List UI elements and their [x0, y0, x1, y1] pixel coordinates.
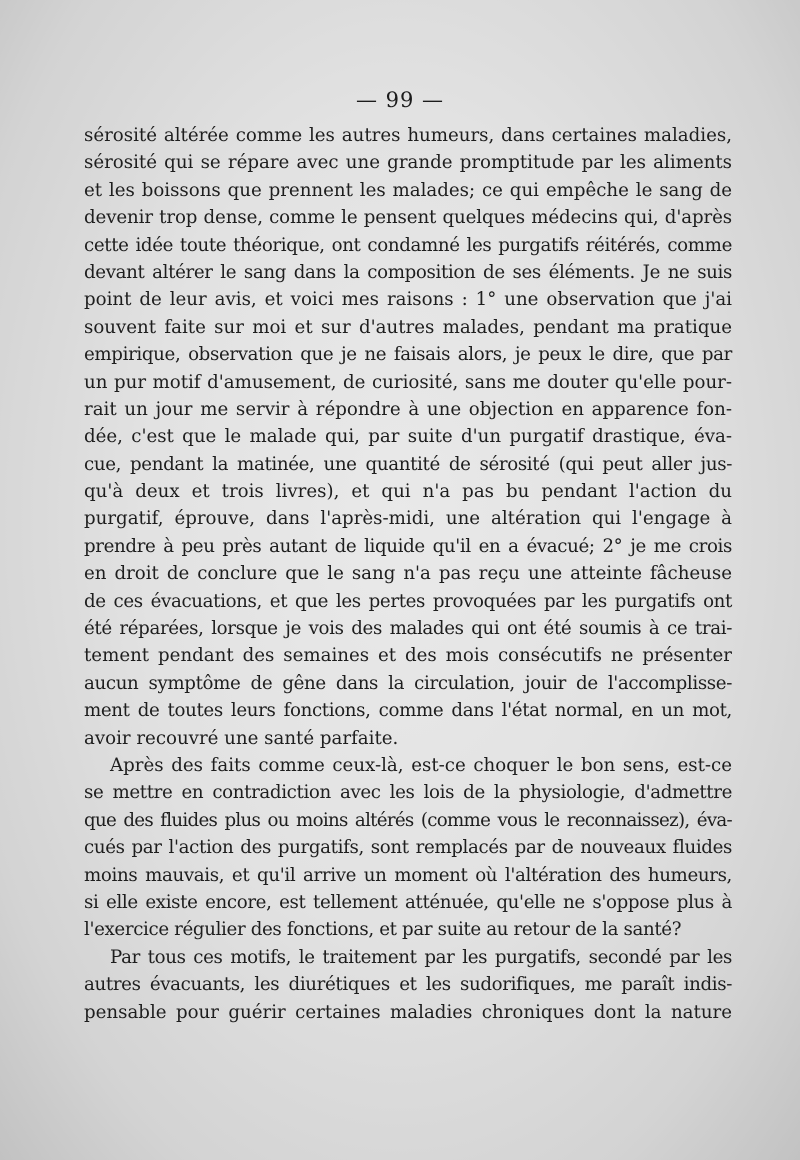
- text-line: de ces évacuations, et que les pertes provoquées par les purgatifs ont: [84, 590, 732, 612]
- paragraph-2: [84, 752, 732, 944]
- text-line: tement pendant des semaines et des mois consécutifs ne présenter: [84, 645, 732, 667]
- text-line: moins mauvais, et qu'il arrive un moment où l'altération des humeurs,: [84, 864, 732, 886]
- text-line: été réparées, lorsque je vois des malades qui ont été soumis à ce trai-: [84, 618, 732, 640]
- text-line: un pur motif d'amusement, de curiosité, sans me douter qu'elle pour-: [84, 371, 732, 393]
- text-line: sérosité qui se répare avec une grande promptitude par les aliments: [84, 152, 732, 174]
- text-line: empirique, observation que je ne faisais alors, je peux le dire, que par: [84, 344, 732, 366]
- text-line: et les boissons que prennent les malades; ce qui empêche le sang de: [84, 179, 732, 201]
- text-line: Par tous ces motifs, le traitement par les purgatifs, secondé par les: [110, 946, 732, 968]
- text-line: autres évacuants, les diurétiques et les sudorifiques, me paraît indis-: [84, 974, 732, 996]
- text-line: si elle existe encore, est tellement atténuée, qu'elle ne s'oppose plus à: [84, 891, 732, 913]
- page-number: — 99 —: [355, 88, 445, 112]
- text-line: ment de toutes leurs fonctions, comme dans l'état normal, en un mot,: [84, 700, 732, 722]
- text-line: avoir recouvré une santé parfaite.: [84, 727, 399, 749]
- text-line: cués par l'action des purgatifs, sont remplacés par de nouveaux fluides: [84, 837, 732, 859]
- text-line: cette idée toute théorique, ont condamné les purgatifs réitérés, comme: [84, 234, 732, 256]
- paragraph-3: [84, 944, 732, 1026]
- text-line: que des fluides plus ou moins altérés (comme vous le reconnaissez), éva-: [84, 809, 732, 831]
- text-line: se mettre en contradiction avec les lois de la physiologie, d'admettre: [84, 782, 732, 804]
- text-line: dée, c'est que le malade qui, par suite d'un purgatif drastique, éva-: [84, 426, 732, 448]
- text-line: l'exercice régulier des fonctions, et par suite au retour de la santé?: [84, 919, 682, 941]
- text-line: pensable pour guérir certaines maladies chroniques dont la nature: [84, 1001, 732, 1023]
- text-line: en droit de conclure que le sang n'a pas reçu une atteinte fâcheuse: [84, 563, 732, 585]
- text-line: rait un jour me servir à répondre à une objection en apparence fon-: [84, 398, 732, 420]
- text-line: qu'à deux et trois livres), et qui n'a pas bu pendant l'action du: [84, 481, 732, 503]
- text-line: devenir trop dense, comme le pensent quelques médecins qui, d'après: [84, 207, 732, 229]
- text-line: cue, pendant la matinée, une quantité de sérosité (qui peut aller jus-: [84, 453, 732, 475]
- text-line: aucun symptôme de gêne dans la circulation, jouir de l'accomplisse-: [84, 672, 732, 694]
- body-text: [84, 122, 732, 1026]
- text-line: purgatif, éprouve, dans l'après-midi, une altération qui l'engage à: [84, 508, 732, 530]
- text-line: devant altérer le sang dans la composition de ses éléments. Je ne suis: [84, 261, 732, 283]
- paragraph-1: [84, 122, 732, 752]
- text-line: souvent faite sur moi et sur d'autres malades, pendant ma pratique: [84, 316, 732, 338]
- text-line: point de leur avis, et voici mes raisons : 1° une observation que j'ai: [84, 289, 732, 311]
- text-line: prendre à peu près autant de liquide qu'il en a évacué; 2° je me crois: [84, 535, 732, 557]
- text-line: sérosité altérée comme les autres humeurs, dans certaines maladies,: [84, 125, 732, 146]
- text-line: Après des faits comme ceux-là, est-ce choquer le bon sens, est-ce: [110, 754, 732, 776]
